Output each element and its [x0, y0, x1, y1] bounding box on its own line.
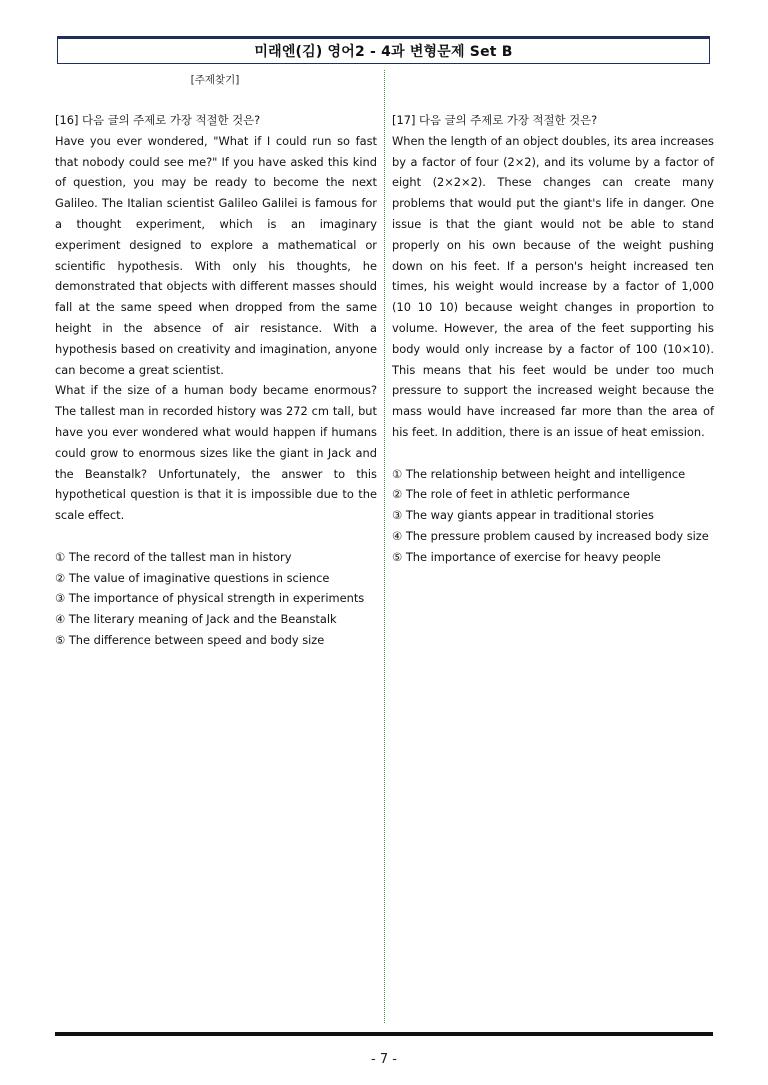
answer-option: ⑤ The difference between speed and body size: [55, 632, 325, 647]
answer-options: [392, 464, 714, 568]
column-divider: [384, 70, 385, 1023]
answer-option: ② The value of imaginative questions in science: [55, 570, 330, 585]
passage-paragraph: What if the size of a human body became enormous? The tallest man in recorded history was 272 cm tall, but have you ever wondered what would happen if humans could grow to enormous sizes like the giant in Jack and the Beanstalk? Unfortunately, the answer to this hypothetical question is that it is impossible due to the scale effect.: [55, 383, 377, 523]
question-prompt: [16] 다음 글의 주제로 가장 적절한 것은?: [55, 113, 261, 127]
question-16: [55, 110, 377, 662]
answer-options: [55, 547, 377, 651]
header-box: [57, 36, 710, 64]
passage-paragraph: When the length of an object doubles, its area increases by a factor of four (2×2), and its volume by a factor of eight (2×2×2). These changes can create many problems that would put the giant's life in danger. One issue is that the giant would not be able to stand properly on his own because of the weight pushing down on his feet. If a person's height increased ten times, his weight would increase by a factor of 1,000 (10 10 10) because weight changes in proportion to volume. However, the area of the feet supporting his body would only increase by a factor of 100 (10×10). This means that his feet would be under too much pressure to support the increased weight because the mass would have increased far more than the area of his feet. In addition, there is an issue of heat emission.: [392, 133, 714, 439]
answer-option: ① The relationship between height and intelligence: [392, 466, 686, 481]
question-prompt: [17] 다음 글의 주제로 가장 적절한 것은?: [392, 113, 598, 127]
answer-option: ② The role of feet in athletic performance: [392, 487, 630, 502]
page-title: 미래엔(김) 영어2 - 4과 변형문제 Set B: [254, 44, 513, 60]
passage-paragraph: Have you ever wondered, "What if I could run so fast that nobody could see me?" If you have asked this kind of question, you may be ready to become the next Galileo. The Italian scientist Galileo Galilei is famous for a thought experiment, which is an imaginary experiment designed to explore a mathematical or scientific hypothesis. With only his thoughts, he demonstrated that objects with different masses should fall at the same speed when dropped from the same height in the absence of air resistance. With a hypothesis based on creativity and imagination, anyone can become a great scientist.: [55, 133, 377, 377]
answer-option: ③ The importance of physical strength in experiments: [55, 591, 365, 606]
question-17: [392, 110, 714, 579]
section-label: [주제찾기]: [190, 74, 240, 86]
answer-option: ④ The pressure problem caused by increased body size: [392, 528, 709, 543]
answer-option: ⑤ The importance of exercise for heavy people: [392, 549, 661, 564]
passage: [392, 131, 714, 443]
answer-option: ③ The way giants appear in traditional stories: [392, 508, 654, 523]
page-number: - 7 -: [371, 1052, 397, 1067]
answer-option: ④ The literary meaning of Jack and the Beanstalk: [55, 612, 337, 627]
footer-rule: [55, 1032, 713, 1036]
answer-option: ① The record of the tallest man in history: [55, 549, 292, 564]
passage: [55, 131, 377, 526]
